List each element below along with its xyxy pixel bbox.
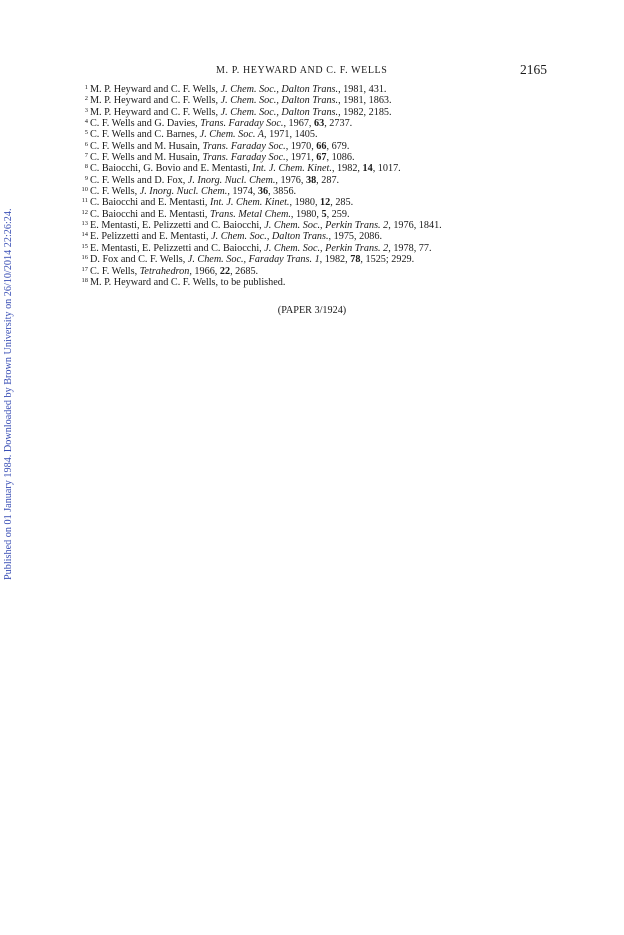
- reference-item: [76, 231, 576, 242]
- citation-text: M. P. Heyward and C. F. Wells,: [90, 106, 221, 118]
- journal-name: J. Chem. Soc., Perkin Trans. 2: [264, 242, 389, 254]
- citation-text: , 2685.: [230, 265, 259, 277]
- citation-text: , 1981, 1863.: [338, 95, 392, 107]
- running-head: [0, 62, 624, 82]
- journal-name: J. Inorg. Nucl. Chem.: [139, 186, 228, 198]
- volume-number: 67: [316, 152, 327, 164]
- reference-number: 1: [84, 84, 88, 91]
- reference-item: [76, 186, 576, 197]
- citation-text: , 1980,: [289, 197, 321, 209]
- citation-text: E. Mentasti, E. Pelizzetti and C. Baiocchi,: [90, 220, 265, 232]
- journal-name: Trans. Faraday Soc.: [202, 140, 286, 152]
- reference-number: 7: [84, 152, 88, 160]
- citation-text: , 1971,: [285, 152, 317, 164]
- reference-text: [90, 107, 392, 118]
- reference-number: 10: [81, 186, 88, 194]
- journal-name: Trans. Metal Chem.: [209, 208, 291, 220]
- journal-name: J. Chem. Soc., Dalton Trans.: [220, 95, 339, 107]
- reference-text: [90, 243, 432, 254]
- reference-text: [90, 95, 392, 106]
- citation-text: , 1970,: [285, 140, 317, 152]
- citation-text: , 1981, 431.: [338, 84, 387, 95]
- reference-number: 16: [81, 254, 88, 262]
- reference-number: 14: [81, 231, 88, 239]
- reference-item: [76, 107, 576, 118]
- reference-text: [90, 186, 296, 197]
- reference-item: [76, 277, 576, 288]
- reference-item: [76, 243, 576, 254]
- reference-text: [90, 129, 317, 140]
- journal-name: Int. J. Chem. Kinet.: [252, 163, 332, 175]
- citation-text: C. F. Wells and M. Husain,: [90, 152, 203, 164]
- volume-number: 78: [350, 254, 361, 266]
- journal-name: Int. J. Chem. Kinet.: [209, 197, 290, 209]
- reference-text: [90, 220, 442, 231]
- reference-text: [90, 266, 258, 277]
- reference-text: [90, 209, 349, 220]
- journal-name: Trans. Faraday Soc.: [202, 152, 286, 164]
- reference-item: [76, 175, 576, 186]
- citation-text: , 679.: [326, 140, 350, 152]
- reference-number: 17: [81, 265, 88, 273]
- citation-text: E. Mentasti, E. Pelizzetti and C. Baiocchi,: [90, 242, 265, 254]
- reference-number: 12: [81, 208, 88, 216]
- reference-text: [90, 175, 339, 186]
- reference-item: [76, 254, 576, 265]
- reference-number: 8: [84, 163, 88, 171]
- reference-number: 2: [84, 95, 88, 103]
- journal-name: J. Chem. Soc., Dalton Trans.: [211, 231, 329, 243]
- citation-text: D. Fox and C. F. Wells,: [90, 254, 188, 266]
- reference-item: [76, 163, 576, 174]
- journal-name: J. Chem. Soc., Dalton Trans.: [220, 106, 339, 118]
- reference-number: 15: [81, 242, 88, 250]
- reference-text: [90, 84, 386, 95]
- citation-text: , 2737.: [324, 118, 353, 130]
- reference-text: [90, 118, 352, 129]
- citation-text: , 3856.: [268, 186, 297, 198]
- reference-text: [90, 254, 414, 265]
- citation-text: , 1967,: [283, 118, 314, 130]
- reference-number: 18: [81, 276, 88, 284]
- paper-id: (PAPER 3/1924): [277, 305, 347, 316]
- reference-text: [90, 231, 382, 242]
- citation-text: , 1978, 77.: [388, 242, 432, 254]
- volume-number: 38: [305, 174, 317, 186]
- journal-name: J. Chem. Soc. A: [199, 129, 264, 141]
- citation-text: , 1980,: [290, 208, 322, 220]
- volume-number: 12: [320, 197, 331, 209]
- citation-text: , 1525; 2929.: [360, 254, 415, 266]
- reference-item: [76, 266, 576, 277]
- reference-text: [90, 197, 353, 208]
- citation-text: M. P. Heyward and C. F. Wells,: [90, 84, 221, 95]
- reference-text: [90, 141, 349, 152]
- reference-item: [76, 118, 576, 129]
- journal-name: J. Inorg. Nucl. Chem.: [187, 174, 276, 186]
- reference-item: [76, 197, 576, 208]
- citation-text: , 287.: [316, 174, 340, 186]
- reference-number: 5: [84, 129, 88, 137]
- volume-number: 63: [314, 118, 325, 130]
- citation-text: , 1982,: [319, 254, 351, 266]
- citation-text: C. Baiocchi and E. Mentasti,: [90, 208, 210, 220]
- citation-text: M. P. Heyward and C. F. Wells,: [90, 95, 221, 107]
- volume-number: 36: [257, 186, 269, 198]
- volume-number: 66: [316, 140, 327, 152]
- citation-text: , 259.: [326, 208, 350, 220]
- citation-text: C. F. Wells and M. Husain,: [90, 140, 203, 152]
- reference-item: [76, 209, 576, 220]
- citation-text: , 1976, 1841.: [388, 220, 442, 232]
- citation-text: C. F. Wells,: [90, 186, 140, 198]
- page-number: 2165: [520, 62, 547, 77]
- reference-item: [76, 129, 576, 140]
- citation-text: , 1982, 2185.: [338, 106, 392, 118]
- journal-name: J. Chem. Soc., Perkin Trans. 2: [264, 220, 389, 232]
- volume-number: 22: [219, 265, 231, 277]
- reference-text: [90, 152, 354, 163]
- citation-text: E. Pelizzetti and E. Mentasti,: [90, 231, 212, 243]
- journal-name: J. Chem. Soc., Faraday Trans. 1: [187, 254, 320, 266]
- journal-name: J. Chem. Soc., Dalton Trans.: [220, 84, 339, 95]
- journal-name: Tetrahedron: [139, 265, 190, 277]
- reference-number: 13: [81, 220, 88, 228]
- download-notice: Published on 01 January 1984. Downloaded by Brown University on 26/10/2014 22:26:24.: [3, 208, 14, 580]
- citation-text: M. P. Heyward and C. F. Wells, to be published.: [90, 276, 286, 288]
- citation-text: C. F. Wells and C. Barnes,: [90, 129, 200, 141]
- reference-item: [76, 141, 576, 152]
- citation-text: , 285.: [330, 197, 354, 209]
- citation-text: , 1975, 2086.: [328, 231, 383, 243]
- reference-item: [76, 152, 576, 163]
- citation-text: , 1966,: [189, 265, 220, 277]
- reference-item: [76, 220, 576, 231]
- citation-text: , 1982,: [331, 163, 363, 175]
- reference-text: [90, 277, 285, 288]
- citation-text: C. Baiocchi and E. Mentasti,: [90, 197, 210, 209]
- citation-text: , 1086.: [326, 152, 355, 164]
- volume-number: 5: [321, 208, 327, 220]
- citation-text: , 1976,: [275, 174, 306, 186]
- citation-text: C. Baiocchi, G. Bovio and E. Mentasti,: [90, 163, 253, 175]
- citation-text: , 1017.: [372, 163, 401, 175]
- reference-number: 3: [84, 106, 88, 114]
- citation-text: C. F. Wells and D. Fox,: [90, 174, 188, 186]
- citation-text: C. F. Wells,: [90, 265, 140, 277]
- citation-text: C. F. Wells and G. Davies,: [90, 118, 201, 130]
- reference-item: [76, 95, 576, 106]
- journal-name: Trans. Faraday Soc.: [200, 118, 284, 130]
- citation-text: , 1974,: [227, 186, 258, 198]
- reference-list: [76, 84, 576, 288]
- reference-item: [76, 84, 576, 95]
- reference-number: 9: [84, 174, 88, 182]
- running-title: M. P. HEYWARD AND C. F. WELLS: [216, 65, 388, 76]
- reference-number: 6: [84, 140, 88, 148]
- reference-text: [90, 163, 401, 174]
- reference-number: 4: [84, 118, 88, 126]
- volume-number: 14: [362, 163, 373, 175]
- citation-text: , 1971, 1405.: [264, 129, 318, 141]
- reference-number: 11: [81, 197, 88, 205]
